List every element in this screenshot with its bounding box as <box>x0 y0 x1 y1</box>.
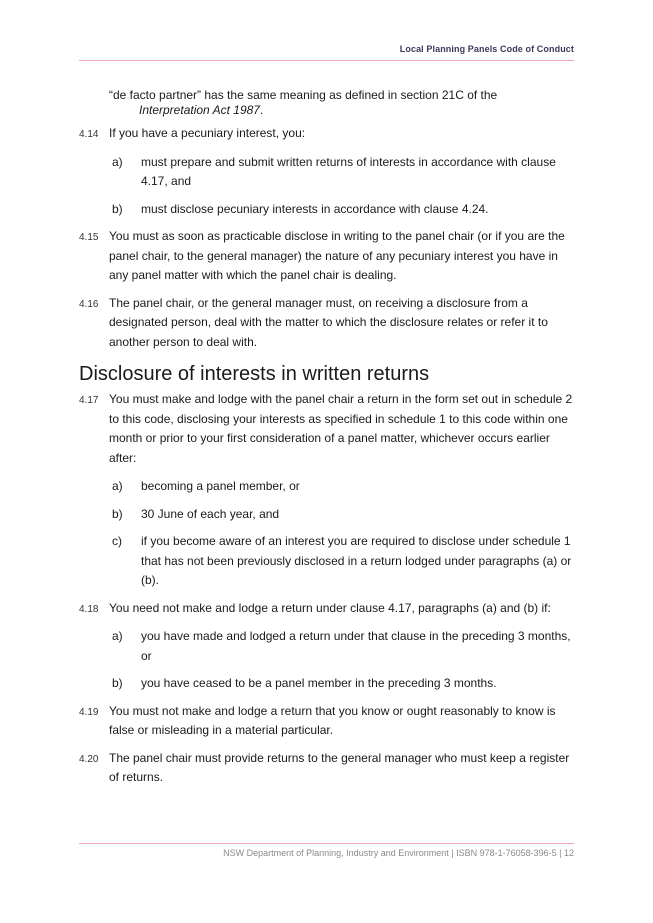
clause-text: You need not make and lodge a return under clause 4.17, paragraphs (a) and (b) if: <box>109 600 551 615</box>
clause-text: You must as soon as practicable disclose in writing to the panel chair (or if you are the panel chair, to the general manager) the nature of any pecuniary interest you have in any panel matter with which the panel chair is dealing. <box>109 229 565 282</box>
clause-text: You must not make and lodge a return that you know or ought reasonably to know is false or misleading in a material particular. <box>109 703 556 737</box>
clause-number: 4.17 <box>79 395 99 406</box>
sub-item-text: you have ceased to be a panel member in the preceding 3 months. <box>141 676 497 690</box>
sub-item <box>79 627 574 666</box>
clause-4-16 <box>79 294 574 353</box>
clause-text: The panel chair, or the general manager must, on receiving a disclosure from a designated person, deal with the matter to which the disclosure relates or refer it to another person to deal with. <box>109 295 548 349</box>
section-heading: Disclosure of interests in written returns <box>79 363 430 385</box>
sub-item-letter: c) <box>112 534 122 548</box>
sub-item-text: you have made and lodged a return under that clause in the preceding 3 months, or <box>141 629 571 663</box>
clause-4-19 <box>79 702 574 741</box>
clause-number: 4.16 <box>79 298 99 310</box>
sub-item <box>79 200 574 220</box>
clause-text: You must make and lodge with the panel chair a return in the form set out in schedule 2 to this code, disclosing your interests as specified in schedule 1 to this code within one month or prior to your first consideration of a panel matter, whichever occurs earlier after: <box>109 392 573 465</box>
sub-item-text: if you become aware of an interest you are required to disclose under schedule 1 that has not been previously disclosed in a return lodged under paragraphs (a) or (b). <box>141 534 572 587</box>
clause-4-17 <box>79 390 574 468</box>
footer-divider <box>79 843 574 844</box>
definition-act: Interpretation Act 1987 <box>139 103 260 117</box>
definition-de-facto-partner <box>109 88 574 118</box>
clause-4-18 <box>79 599 574 619</box>
sub-item <box>79 674 574 694</box>
clause-number: 4.18 <box>79 603 99 615</box>
header-divider <box>79 60 574 61</box>
sub-item <box>79 153 574 192</box>
clause-4-15 <box>79 227 574 286</box>
sub-item-text: becoming a panel member, or <box>141 479 300 493</box>
clause-text: If you have a pecuniary interest, you: <box>109 126 306 140</box>
clause-4-20 <box>79 749 574 788</box>
sub-item-text: must prepare and submit written returns of interests in accordance with clause 4.17, and <box>141 154 556 188</box>
clause-text: The panel chair must provide returns to the general manager who must keep a register of returns. <box>109 750 570 784</box>
sub-item-letter: b) <box>112 506 123 521</box>
sub-item <box>79 505 574 525</box>
sub-item <box>79 532 574 591</box>
clause-number: 4.19 <box>79 706 99 718</box>
sub-item-letter: a) <box>112 479 123 493</box>
clause-4-14 <box>79 124 574 144</box>
sub-item-letter: b) <box>112 676 123 690</box>
clause-number: 4.15 <box>79 232 99 243</box>
sub-item-letter: a) <box>112 629 123 643</box>
definition-act-line <box>109 103 574 118</box>
definition-tail: . <box>259 103 264 117</box>
sub-item-letter: b) <box>112 201 123 216</box>
sub-item <box>79 477 574 497</box>
clause-number: 4.14 <box>79 129 99 140</box>
definition-text: “de facto partner” has the same meaning as defined in section 21C of the <box>109 88 498 102</box>
sub-item-text: 30 June of each year, and <box>141 506 280 521</box>
sub-item-text: must disclose pecuniary interests in accordance with clause 4.24. <box>141 201 489 216</box>
sub-item-letter: a) <box>112 154 123 169</box>
document-body <box>79 88 574 796</box>
running-header: Local Planning Panels Code of Conduct <box>399 44 574 54</box>
clause-number: 4.20 <box>79 753 99 765</box>
page-footer: NSW Department of Planning, Industry and Environment | ISBN 978-1-76058-396-5 | 12 <box>223 848 574 858</box>
